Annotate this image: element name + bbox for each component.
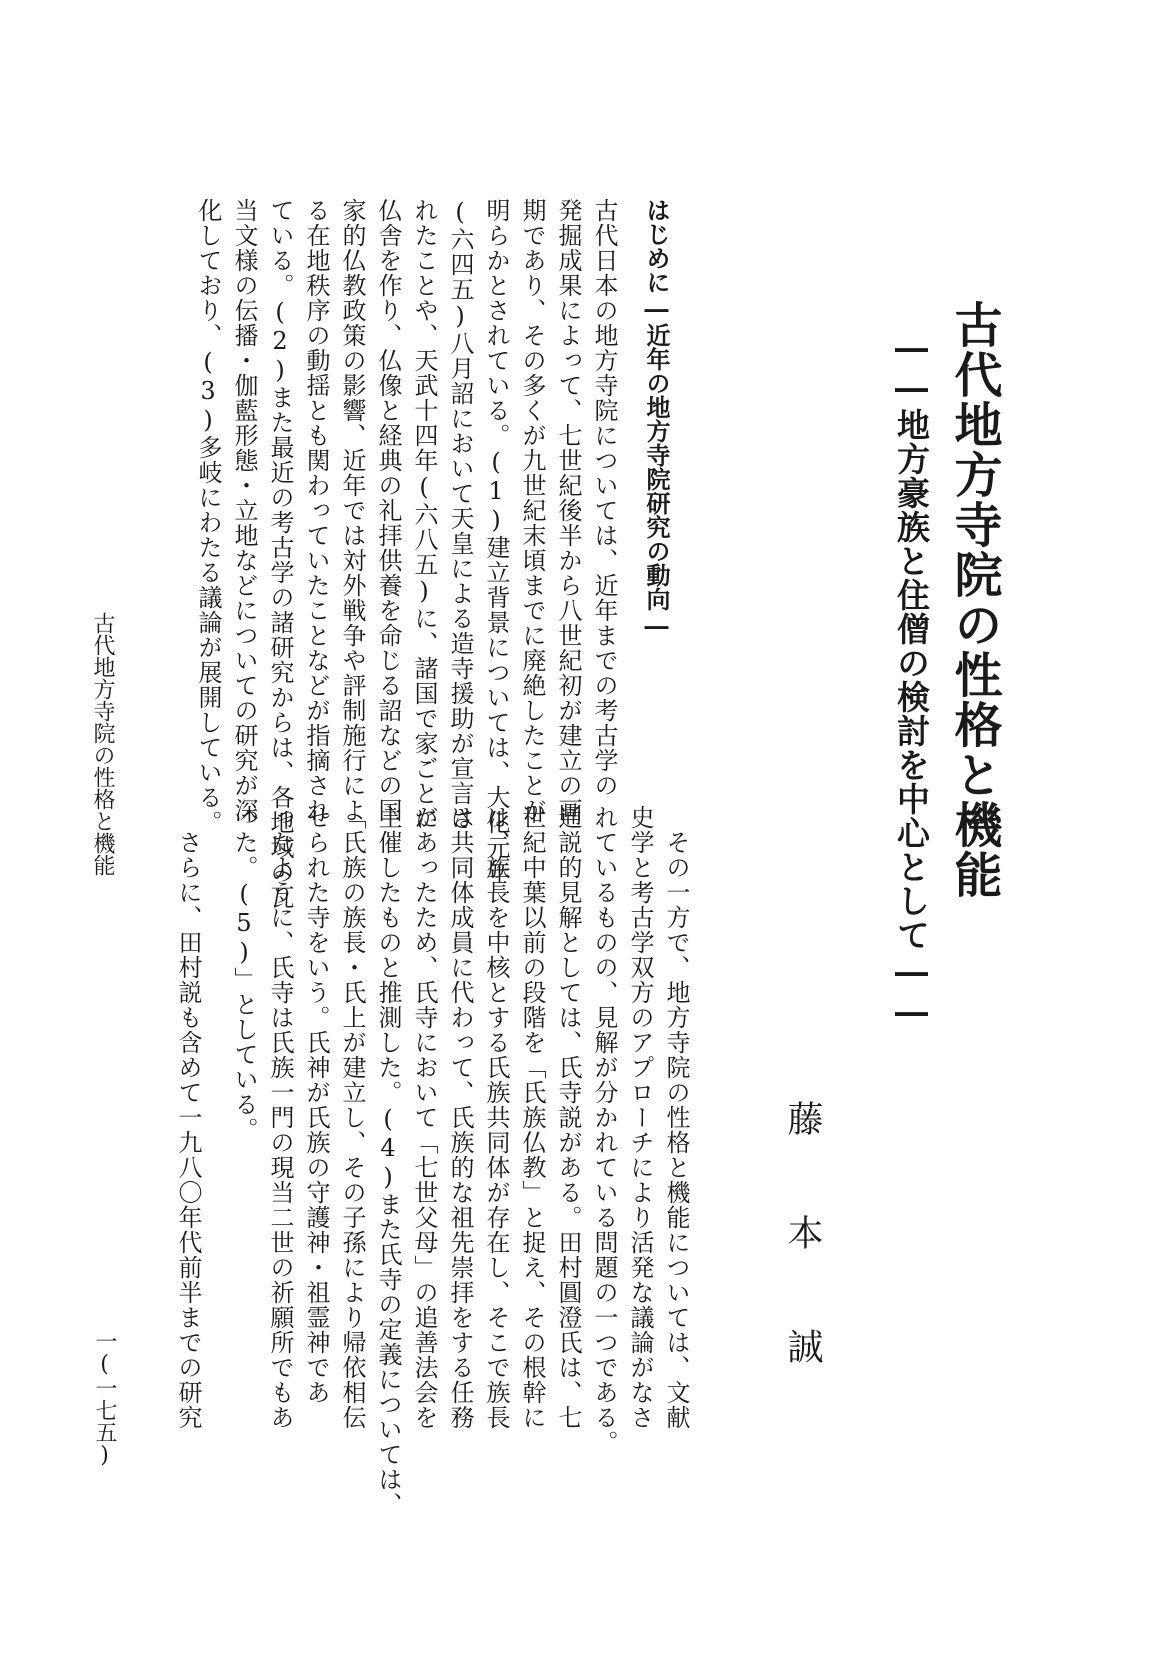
body-line: 発掘成果によって、七世紀後半から八世紀初が建立の画	[554, 198, 582, 823]
body-line: その一方で、地方寺院の性格と機能については、文献	[662, 830, 690, 1430]
body-line: 通説的見解としては、氏寺説がある。田村圓澄氏は、七	[554, 805, 582, 1430]
body-line: 期であり、その多くが九世紀末頃までに廃絶したことが	[518, 198, 546, 823]
body-line: 主催したものと推測した。(4)また氏寺の定義については、	[374, 805, 402, 1517]
body-line: ったように、氏寺は氏族一門の現当二世の祈願所でもあ	[266, 805, 294, 1430]
body-line: った。(5)」としている。	[230, 805, 258, 1142]
section-heading: はじめに―近年の地方寺院研究の動向―	[642, 198, 671, 640]
body-line: があったため、氏寺において「七世父母」の追善法会を	[410, 805, 438, 1430]
body-line: れたことや、天武十四年(六八五)に、諸国で家ごとに	[410, 198, 438, 831]
body-line: 明らかとされている。(1)建立背景については、大化元年	[482, 198, 510, 885]
article-title: 古代地方寺院の性格と機能	[946, 300, 1002, 900]
body-line: (六四五)八月詔において天皇による造寺援助が宣言さ	[446, 198, 474, 831]
body-line: る在地秩序の動揺とも関わっていたことなどが指摘され	[302, 198, 330, 823]
body-line: せられた寺をいう。氏神が氏族の守護神・祖霊神であ	[302, 805, 330, 1405]
body-line: 仏舎を作り、仏像と経典の礼拝供養を命じる詔などの国	[374, 198, 402, 823]
body-line: 化しており、(3)多岐にわたる議論が展開している。	[194, 198, 222, 835]
body-line: は共同体成員に代わって、氏族的な祖先崇拝をする任務	[446, 805, 474, 1430]
body-line: は、族長を中核とする氏族共同体が存在し、そこで族長	[482, 805, 510, 1430]
article-subtitle: ――地方豪族と住僧の検討を中心として――	[892, 328, 931, 1032]
body-line: れているものの、見解が分かれている問題の一つである。	[590, 805, 618, 1455]
body-line: ている。(2)また最近の考古学の諸研究からは、各地域の瓦	[266, 198, 294, 910]
running-title: 古代地方寺院の性格と機能	[90, 612, 115, 876]
body-line: 「氏族の族長・氏上が建立し、その子孫により帰依相伝	[338, 805, 366, 1430]
body-line: さらに、田村説も含めて一九八〇年代前半までの研究	[174, 830, 202, 1430]
body-line: 当文様の伝播・伽藍形態・立地などについての研究が深	[230, 198, 258, 823]
body-line: 世紀中葉以前の段階を「氏族仏教」と捉え、その根幹に	[518, 805, 546, 1430]
author-name: 藤本誠	[782, 1100, 823, 1442]
body-line: 家的仏教政策の影響、近年では対外戦争や評制施行によ	[338, 198, 366, 823]
body-line: 古代日本の地方寺院については、近年までの考古学の	[590, 198, 618, 798]
page-number: 一(一七五)	[92, 1330, 117, 1468]
body-line: 史学と考古学双方のアプローチにより活発な議論がなさ	[626, 805, 654, 1430]
